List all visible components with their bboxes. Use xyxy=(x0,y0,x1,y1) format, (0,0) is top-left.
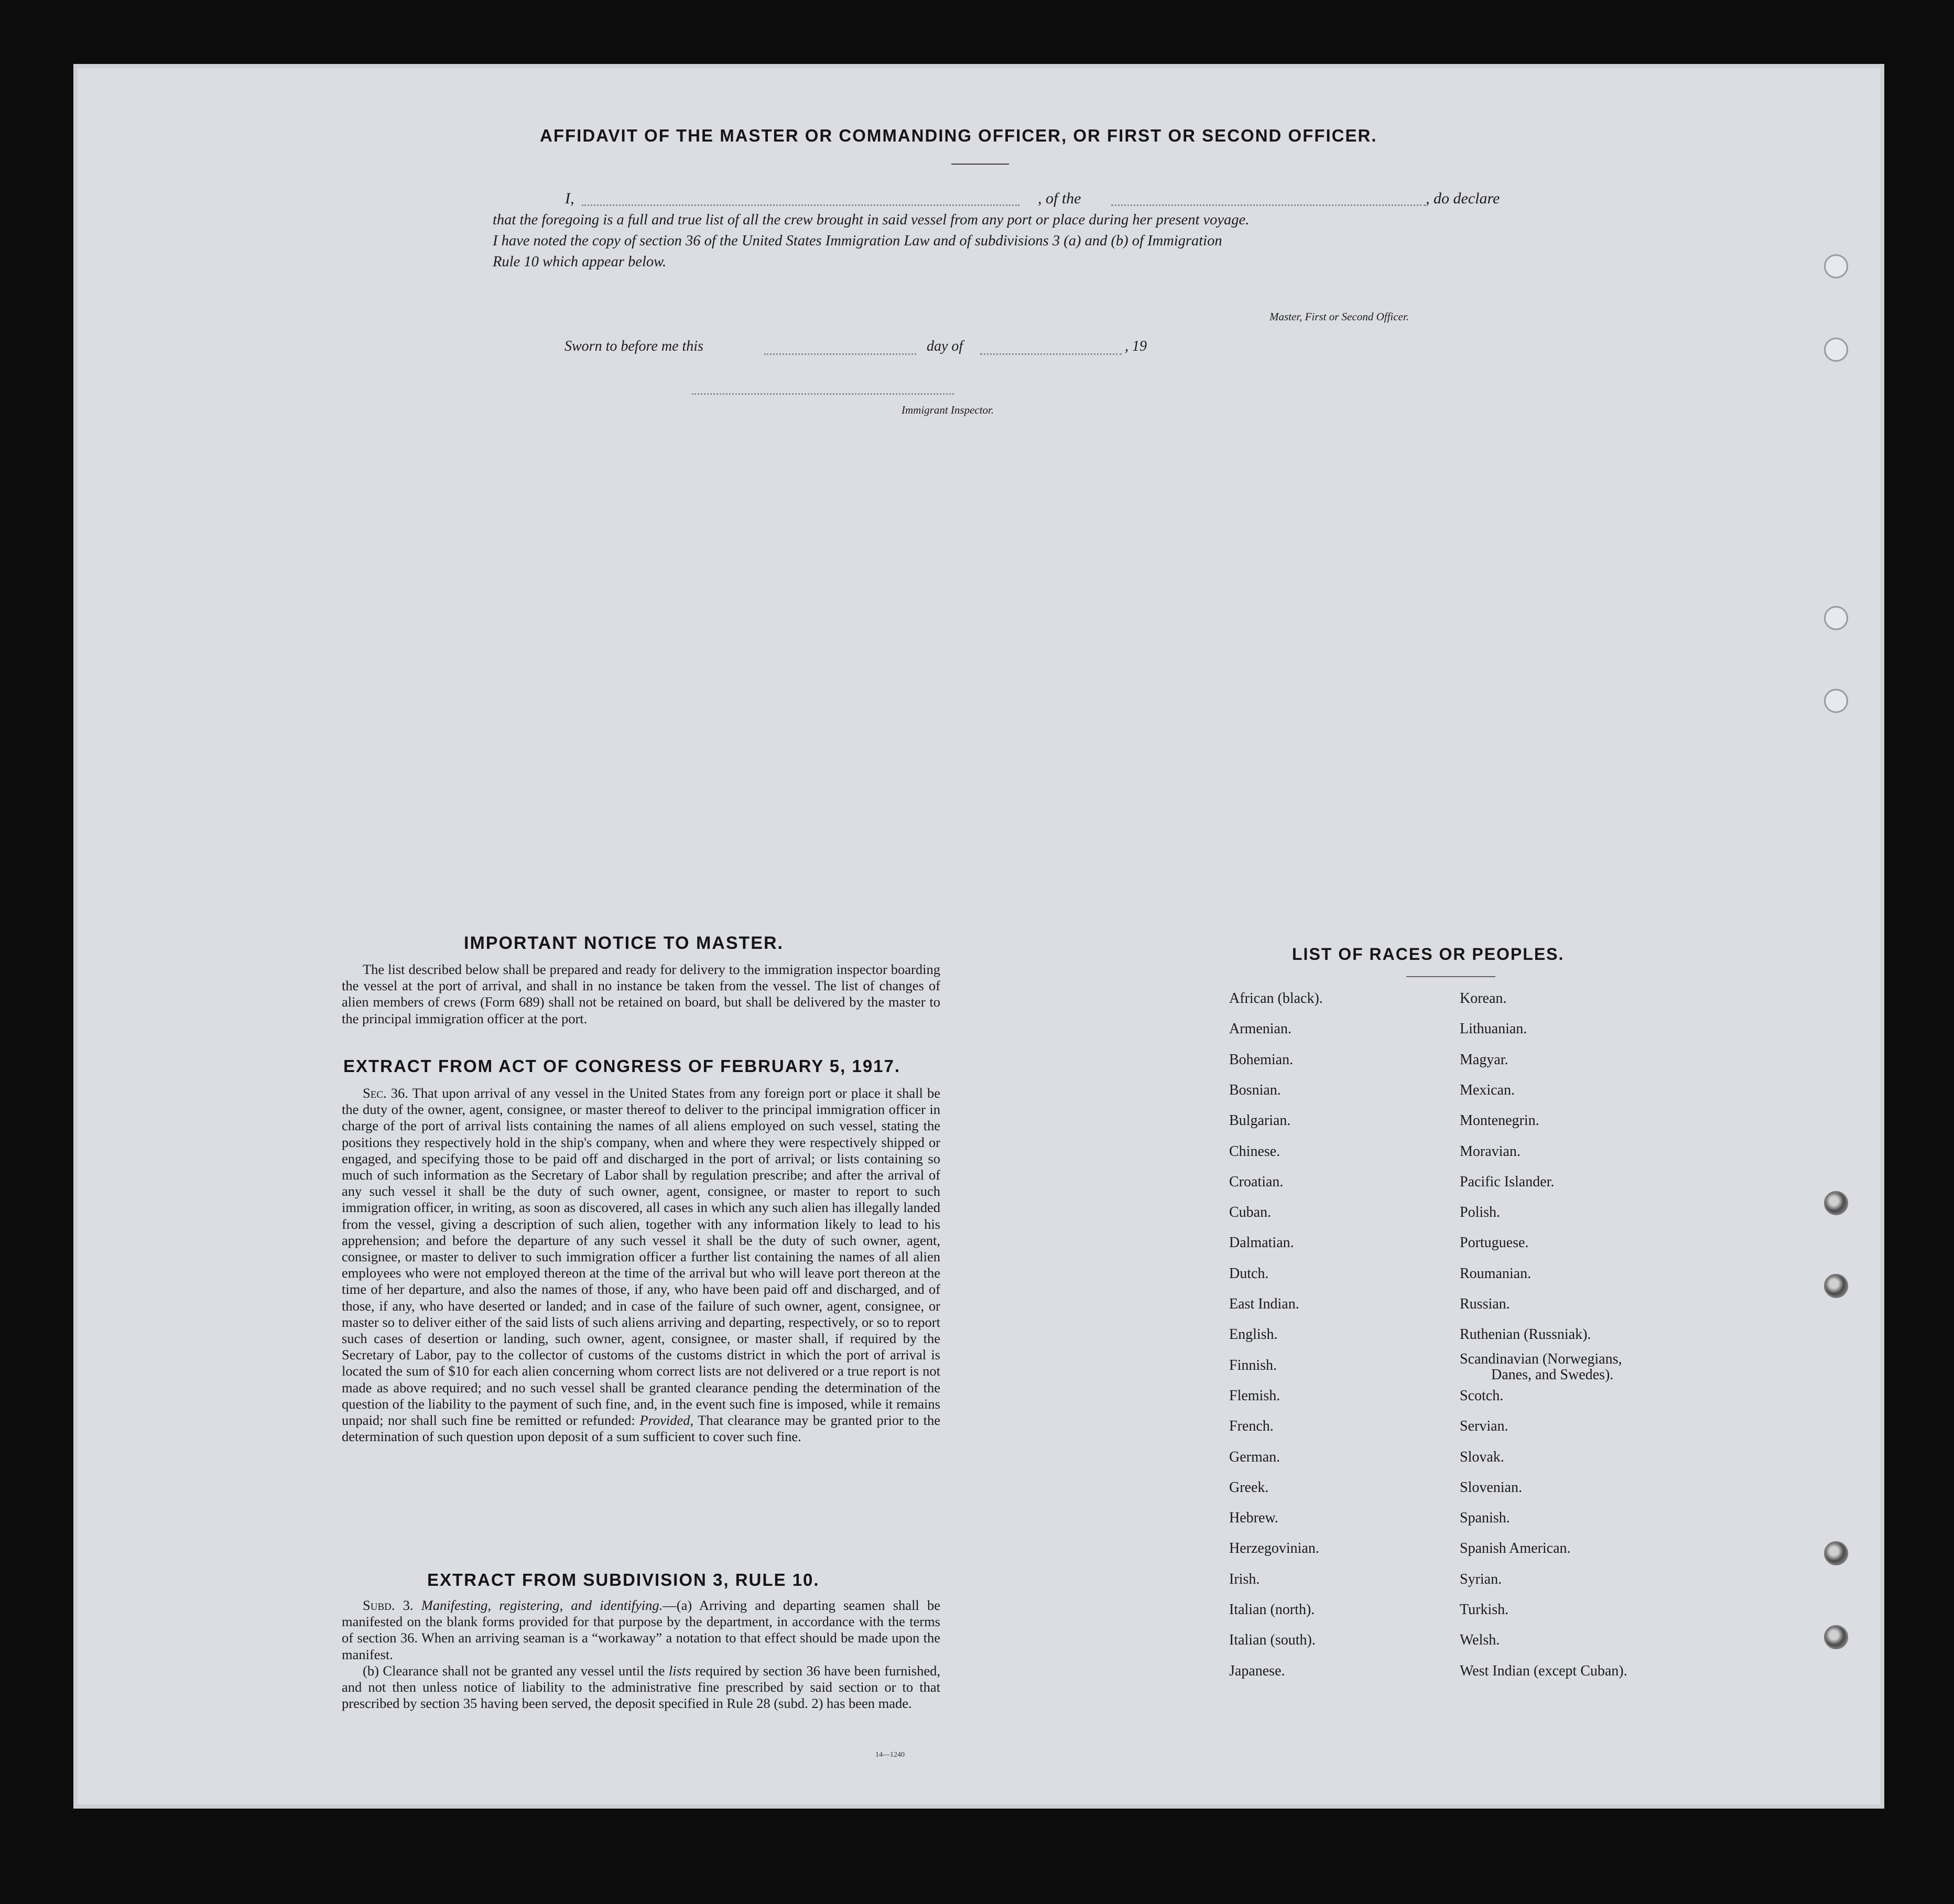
subd-b-paragraph xyxy=(342,1663,940,1712)
affidavit-line-3: I have noted the copy of section 36 of the United States Immigration Law and of subdivisions 3 (a) and (b) of Immigration xyxy=(493,233,1222,249)
affidavit-line-4: Rule 10 which appear below. xyxy=(493,254,667,270)
name-blank xyxy=(582,204,1019,206)
race-item: Slovenian. xyxy=(1460,1479,1522,1496)
bleed-through-text xyxy=(367,140,376,168)
race-item: Syrian. xyxy=(1460,1571,1502,1587)
race-item: Mexican. xyxy=(1460,1082,1515,1098)
extract-act-text xyxy=(342,1085,940,1445)
race-item: Slovak. xyxy=(1460,1449,1504,1465)
master-signature-label: Master, First or Second Officer. xyxy=(1269,310,1409,323)
extract-act-title: EXTRACT FROM ACT OF CONGRESS OF FEBRUARY 5, 1917. xyxy=(343,1056,901,1076)
subd-a-text: —(a) Arriving and departing seamen shall be manifested on the blank forms provided for that purpose by the department, in accordance with the terms of section 36. When an arriving seaman is a “workaway” a notation to that effect should be made upon the manifest. xyxy=(342,1597,941,1662)
race-item: Spanish. xyxy=(1460,1510,1510,1526)
race-item: Hebrew. xyxy=(1229,1510,1278,1526)
punch-hole xyxy=(1824,254,1848,278)
subd-b-end: required by section 36 have been furnished, and not then unless notice of liability to the administrative fine prescribed by said section or to that prescribed by section 35 having been served, the deposit specified in Rule 28 (subd. 2) has been made. xyxy=(342,1662,940,1712)
affidavit-of-the: , of the xyxy=(1038,190,1081,207)
race-item-continuation: Danes, and Swedes). xyxy=(1491,1367,1614,1383)
race-item: English. xyxy=(1229,1326,1278,1343)
punch-hole xyxy=(1824,606,1848,630)
race-item: Italian (south). xyxy=(1229,1632,1316,1648)
sworn-day-blank xyxy=(764,353,916,355)
lists-word: lists xyxy=(668,1662,691,1679)
race-item: Herzegovinian. xyxy=(1229,1540,1319,1556)
sworn-label: Sworn to before me this xyxy=(565,338,703,354)
sec-36-end: That clearance may be granted prior to the determination of such question upon deposit of a sum sufficient to cover such fine. xyxy=(342,1412,941,1445)
race-item: Russian. xyxy=(1460,1296,1510,1312)
affidavit-do-declare: , do declare xyxy=(1426,190,1500,207)
punch-hole xyxy=(1824,1541,1848,1565)
sec-36-body: That upon arrival of any vessel in the United States from any foreign port or place it shall be the duty of the owner, agent, consignee, or master thereof to deliver to the principal immigration officer in charge of the port of arrival lists containing the names of all aliens employed on such vessel, stating the positions they respectively hold in the ship's company, when and where they were respectively shipped or engaged, and specifying those to be paid off and discharged in the port of arrival; or lists containing so much of such information as the Secretary of Labor shall by regulation prescribe; and after the arrival of any such vessel it shall be the duty of such owner, agent, consignee, or master to report to such immigration officer, in writing, as soon as discovered, all cases in which any such alien has illegally landed from the vessel, giving a description of such alien, together with any information likely to lead to his apprehension; and before the departure of any such vessel it shall be the duty of such owner, agent, consignee, or master to deliver to such immigration officer a further list containing the names of all alien employees who were not employed thereon at the time of the arrival but who will leave port thereon at the time of her departure, and also the names of those, if any, who have been paid off and discharged, and of those, if any, who have deserted or landed; and in case of the failure of such owner, agent, consignee, or master so to deliver either of the said lists of such aliens arriving and departing, respectively, or so to report such cases of desertion or landing, such owner, agent, consignee, or master shall, if required by the Secretary of Labor, pay to the collector of customs of the customs district in which the port of arrival is located the sum of $10 for each alien concerning whom correct lists are not delivered or a true report is not made as above required; and no such vessel shall be granted clearance pending the determination of the question of the liability to the payment of such fine, and, in the event such fine is imposed, while it remains unpaid; nor shall such fine be remitted or refunded: xyxy=(342,1085,940,1429)
race-item: African (black). xyxy=(1229,990,1323,1007)
title-underline xyxy=(951,164,1009,165)
race-item: Welsh. xyxy=(1460,1632,1500,1648)
notice-title: IMPORTANT NOTICE TO MASTER. xyxy=(464,933,784,953)
race-item: Pacific Islander. xyxy=(1460,1174,1555,1190)
race-item: West Indian (except Cuban). xyxy=(1460,1663,1627,1679)
race-item: Italian (north). xyxy=(1229,1602,1315,1618)
affidavit-line-2: that the foregoing is a full and true list of all the crew brought in said vessel from any port or place during her present voyage. xyxy=(493,212,1250,228)
race-item: Chinese. xyxy=(1229,1143,1280,1160)
sec-36-label: Sec. 36. xyxy=(363,1085,408,1101)
race-item: Irish. xyxy=(1229,1571,1260,1587)
race-item: German. xyxy=(1229,1449,1280,1465)
race-item: Polish. xyxy=(1460,1204,1501,1220)
race-item: Croatian. xyxy=(1229,1174,1284,1190)
subd-title: Manifesting, registering, and identifying. xyxy=(421,1597,663,1613)
subd-label: Subd. 3. xyxy=(363,1597,414,1613)
races-title: LIST OF RACES OR PEOPLES. xyxy=(1292,945,1565,964)
provided-word: Provided, xyxy=(639,1412,694,1429)
inspector-signature-blank xyxy=(692,393,954,395)
extract-rule-text xyxy=(342,1597,940,1712)
race-item: Bulgarian. xyxy=(1229,1112,1291,1129)
section-36-paragraph xyxy=(342,1085,940,1445)
race-item: Flemish. xyxy=(1229,1388,1280,1404)
form-number: 14—1240 xyxy=(875,1751,905,1759)
race-item: Greek. xyxy=(1229,1479,1269,1496)
affidavit-i-label: I, xyxy=(565,190,574,207)
race-item: Bosnian. xyxy=(1229,1082,1281,1098)
race-item: Korean. xyxy=(1460,990,1507,1007)
punch-hole xyxy=(1824,338,1848,362)
extract-rule-title: EXTRACT FROM SUBDIVISION 3, RULE 10. xyxy=(427,1570,820,1589)
punch-hole xyxy=(1824,689,1848,713)
punch-hole xyxy=(1824,1625,1848,1649)
race-item: Dutch. xyxy=(1229,1265,1269,1282)
vessel-blank xyxy=(1111,204,1426,206)
subd-b-start: (b) Clearance shall not be granted any vessel until the xyxy=(363,1662,665,1679)
race-item: French. xyxy=(1229,1418,1274,1434)
punch-hole xyxy=(1824,1191,1848,1215)
race-item: Roumanian. xyxy=(1460,1265,1532,1282)
race-item: Cuban. xyxy=(1229,1204,1272,1220)
inspector-label: Immigrant Inspector. xyxy=(902,404,994,416)
race-item: Japanese. xyxy=(1229,1663,1285,1679)
punch-hole xyxy=(1824,1274,1848,1298)
race-item: Magyar. xyxy=(1460,1052,1508,1068)
race-item: Lithuanian. xyxy=(1460,1021,1527,1037)
race-item: Servian. xyxy=(1460,1418,1508,1434)
race-item: East Indian. xyxy=(1229,1296,1299,1312)
race-item: Portuguese. xyxy=(1460,1235,1529,1251)
race-item: Dalmatian. xyxy=(1229,1235,1294,1251)
race-item: Scandinavian (Norwegians, xyxy=(1460,1351,1622,1367)
race-item: Spanish American. xyxy=(1460,1540,1571,1556)
document-page xyxy=(73,64,1884,1809)
notice-text xyxy=(342,961,940,1027)
race-item: Bohemian. xyxy=(1229,1052,1294,1068)
race-item: Montenegrin. xyxy=(1460,1112,1539,1129)
race-item: Ruthenian (Russniak). xyxy=(1460,1326,1591,1343)
races-underline xyxy=(1406,976,1495,977)
sworn-month-blank xyxy=(980,353,1122,355)
race-item: Scotch. xyxy=(1460,1388,1504,1404)
year-label: , 19 xyxy=(1125,338,1147,354)
subd-a-paragraph xyxy=(342,1597,940,1663)
race-item: Armenian. xyxy=(1229,1021,1291,1037)
race-item: Finnish. xyxy=(1229,1357,1277,1373)
race-item: Turkish. xyxy=(1460,1602,1509,1618)
affidavit-title: AFFIDAVIT OF THE MASTER OR COMMANDING OFFICER, OR FIRST OR SECOND OFFICER. xyxy=(540,126,1377,145)
day-of-label: day of xyxy=(927,338,963,354)
race-item: Moravian. xyxy=(1460,1143,1521,1160)
notice-paragraph: The list described below shall be prepared and ready for delivery to the immigration inspector boarding the vessel at the port of arrival, and shall in no instance be taken from the vessel. The list of changes of alien members of crews (Form 689) shall not be retained on board, but shall be delivered by the master to the principal immigration officer at the port. xyxy=(342,961,940,1026)
